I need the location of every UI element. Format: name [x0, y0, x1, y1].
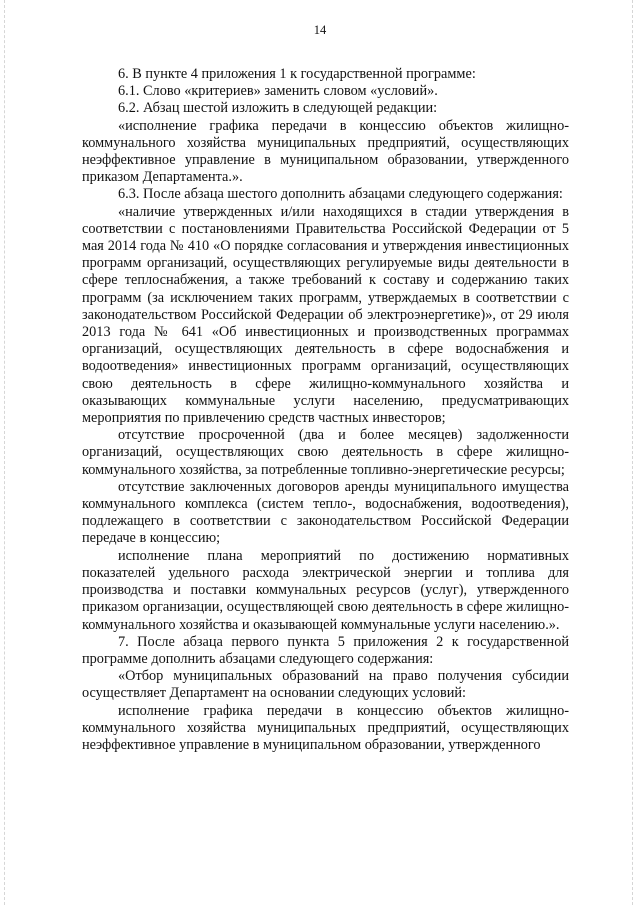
paragraph-overdue-debt: отсутствие просроченной (два и более месяцев) задолженности организаций, осуществляющих свою деятельность в сфере жилищно-коммунального хозяйства, за потребленные топливно-энергетические ресурсы; — [82, 427, 569, 478]
paragraph-concession-schedule: исполнение графика передачи в концессию объектов жилищно-коммунального хозяйства муниципальных предприятий, осуществляющих неэффективное управление в муниципальном образовании, утвержденного — [82, 702, 569, 753]
paragraph-item-6-2: 6.2. Абзац шестой изложить в следующей редакции: — [118, 100, 438, 117]
paragraph-selection: «Отбор муниципальных образований на право получения субсидии осуществляет Департамент на основании следующих условий: — [82, 668, 569, 702]
paragraph-item-7: 7. После абзаца первого пункта 5 приложения 2 к государственной программе дополнить абзацами следующего содержания: — [82, 633, 569, 667]
paragraph-energy-plan: исполнение плана мероприятий по достижению нормативных показателей удельного расхода электрической энергии и топлива для производства и поставки коммунальных ресурсов (услуг), утвержденного приказом организации, осуществляющей свою деятельность в сфере жилищно-коммунального хозяйства и оказывающей коммунальные услуги населению.». — [82, 547, 569, 633]
paragraph-item-6-3: 6.3. После абзаца шестого дополнить абзацами следующего содержания: — [118, 186, 563, 203]
document-body — [82, 66, 569, 754]
scan-edge-right — [632, 0, 634, 905]
paragraph-item-6: 6. В пункте 4 приложения 1 к государственной программе: — [118, 66, 476, 82]
page-number: 14 — [313, 23, 327, 37]
paragraph-lease-agreements: отсутствие заключенных договоров аренды муниципального имущества коммунального комплекса (систем тепло-, водоснабжения, водоотведения), подлежащего в соответствии с законодательством Российской Федерации передаче в концессию; — [82, 478, 569, 547]
paragraph-quoted-sixth-abzac: «исполнение графика передачи в концессию объектов жилищно-коммунального хозяйства муниципальных предприятий, осуществляющих неэффективное управление в муниципальном образовании, утвержденного приказом Департамента.». — [82, 117, 569, 186]
paragraph-investment-programs: «наличие утвержденных и/или находящихся в стадии утверждения в соответствии с постановлениями Правительства Российской Федерации от 5 мая 2014 года № 410 «О порядке согласования и утверждения инвестиционных программ организаций, осуществляющих регулируемые виды деятельности в сфере теплоснабжения, а также требований к составу и содержанию таких программ (за исключением таких программ, утверждаемых в соответствии с законодательством Российской Федерации об электроэнергетике)», от 29 июля 2013 года № 641 «Об инвестиционных и производственных программах организаций, осуществляющих деятельность в сфере водоснабжения и водоотведения» инвестиционных программ организаций, осуществляющих свою деятельность в сфере жилищно-коммунального хозяйства и оказывающих коммунальные услуги населению, предусматривающих мероприятия по привлечению средств частных инвесторов; — [82, 203, 569, 427]
paragraph-item-6-1: 6.1. Слово «критериев» заменить словом «условий». — [118, 83, 438, 100]
scan-edge-left — [4, 0, 6, 905]
